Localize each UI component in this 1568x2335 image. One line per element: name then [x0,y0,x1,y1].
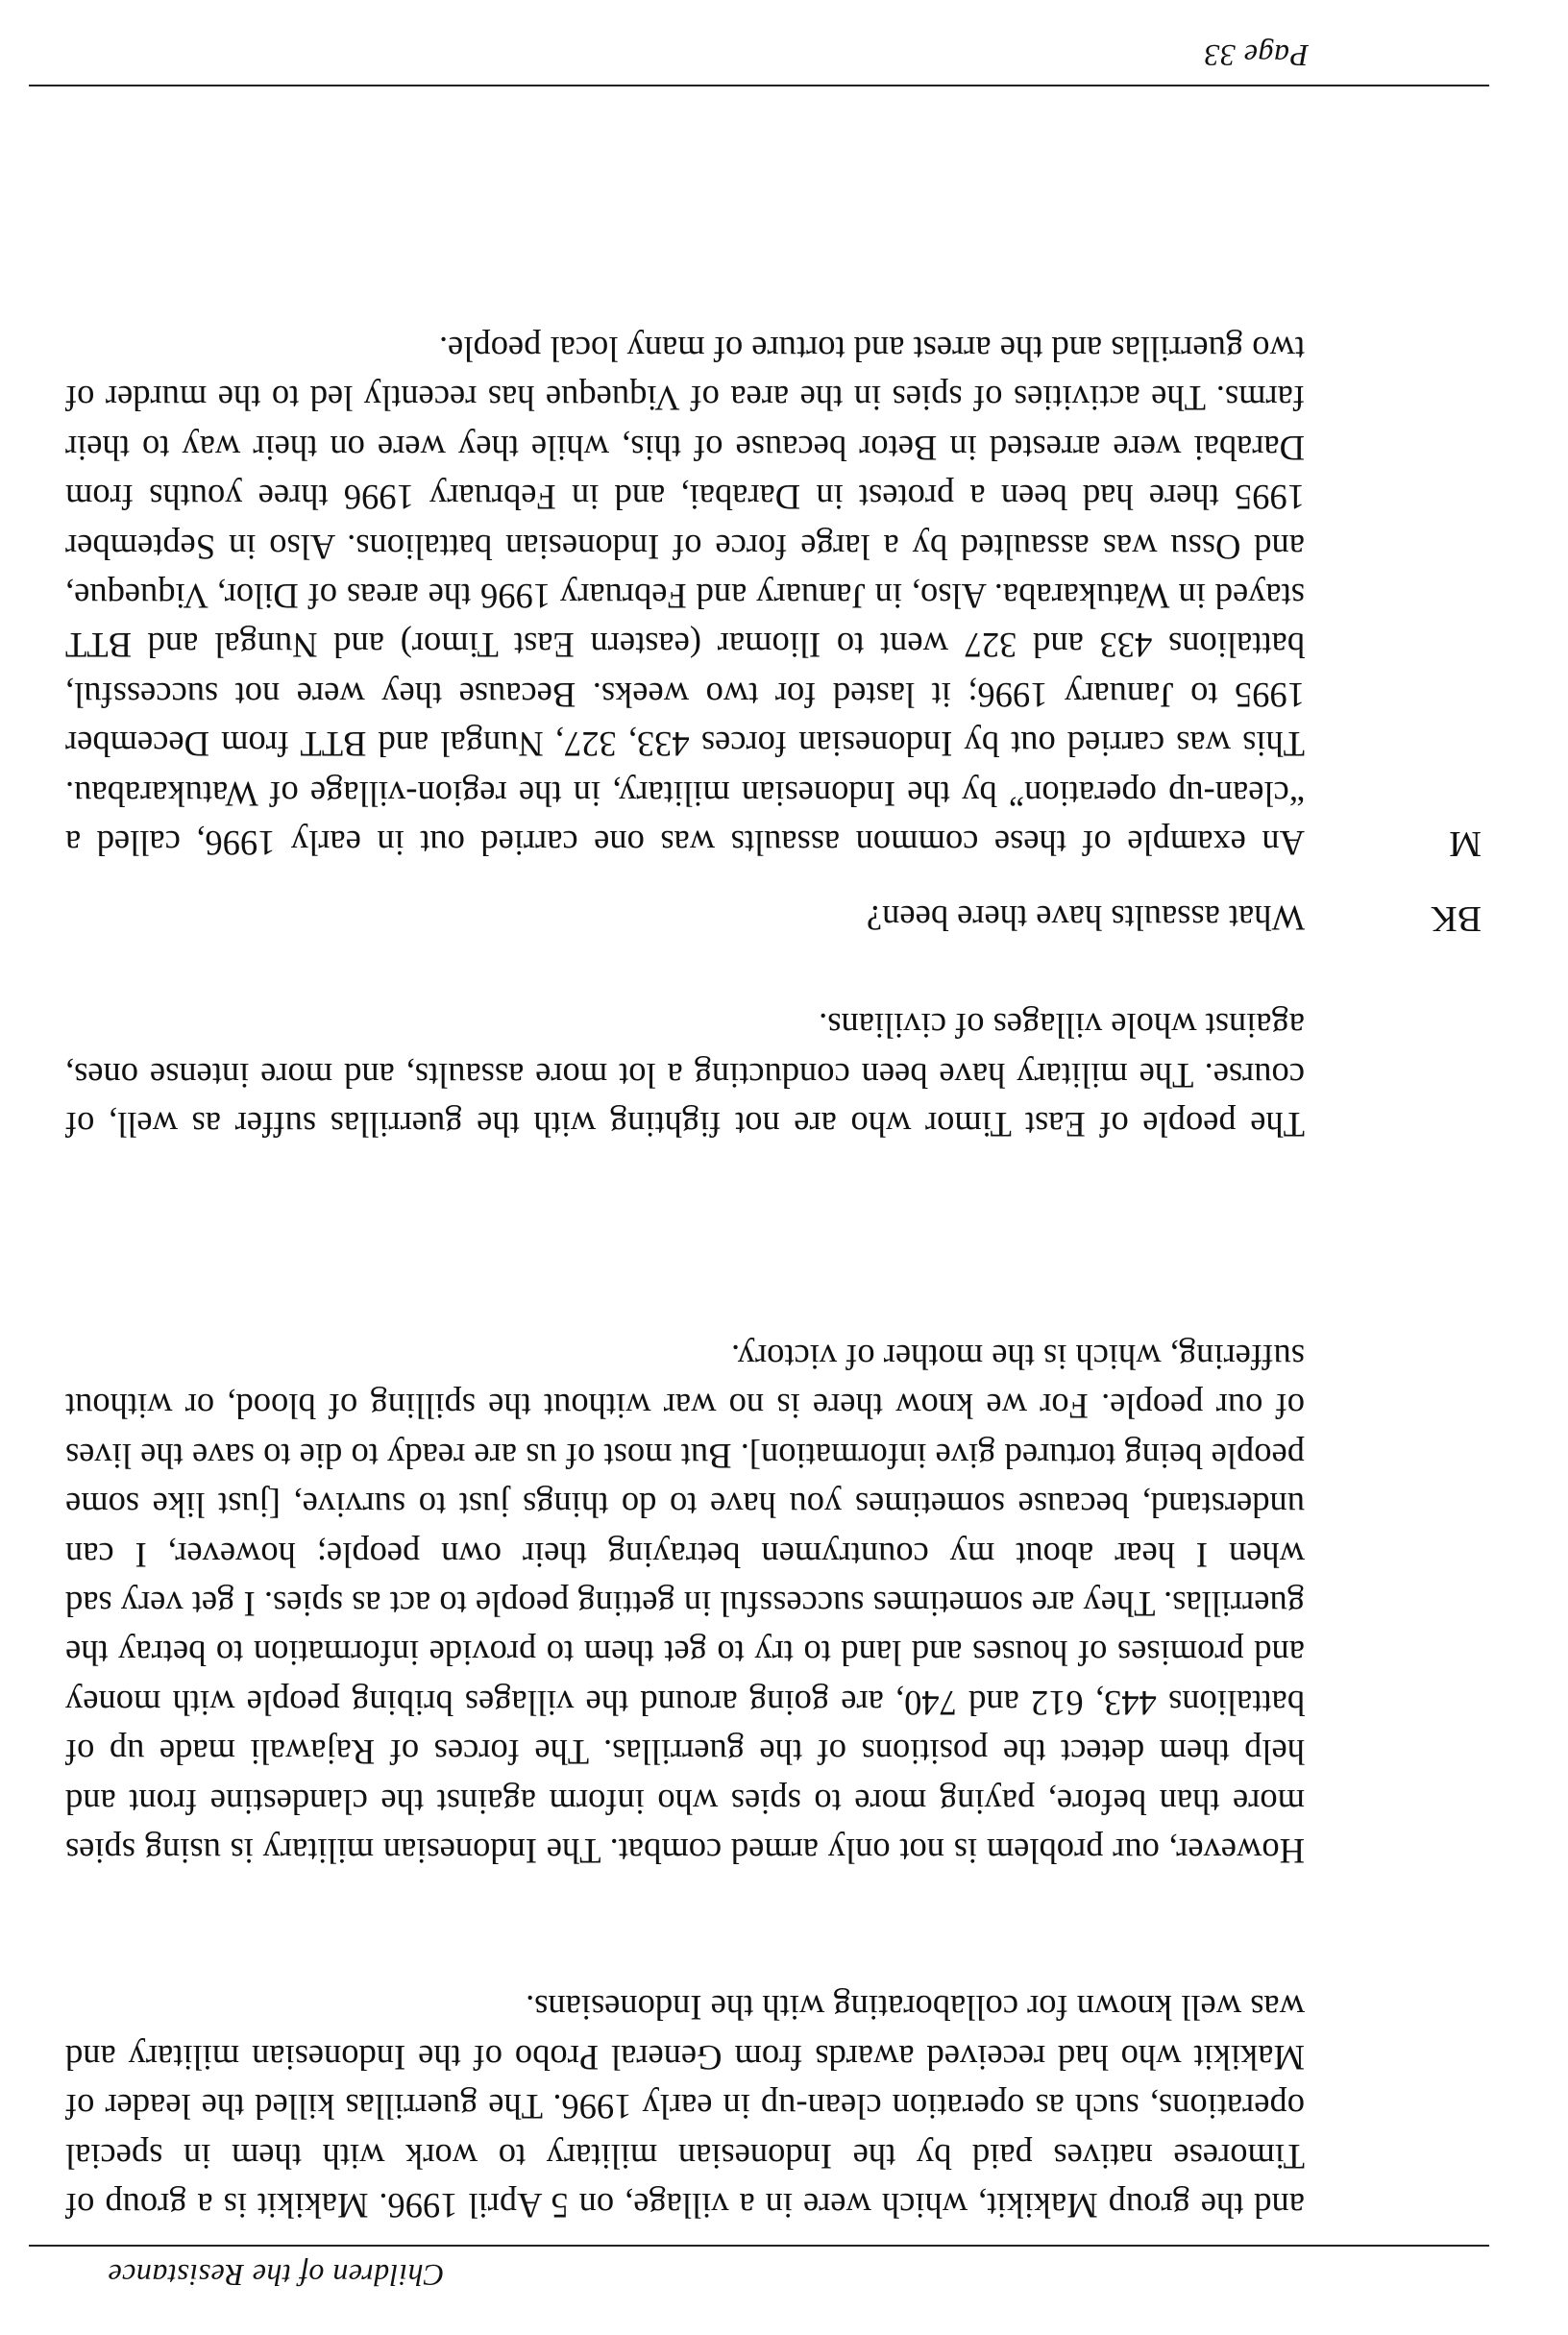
dialogue-question [65,894,1305,943]
paragraph [65,1983,1305,2230]
paragraph-text: However, our problem is not only armed combat. The Indonesian military is using spies more than before, paying more to spies who inform against the clandestine front and help them detect the positions of the guerrillas. The forces of Rajawali made up of battalions 443, 612 and 740, are going around the villages bribing people with money and promises of houses and land to try to get them to provide information to betray the guerrillas. They are sometimes successful in getting people to act as spies. I get very sad when I hear about my countrymen betraying their own people; however, I can understand, because sometimes you have to do things just to survive, [just like some people being tortured give information]. But most of us are ready to die to save the lives of our people. For we know there is no war without the spilling of blood, or without suffering, which is the mother of victory. [65,1337,1305,1871]
header-rule [29,2245,1489,2247]
page-number: Page 33 [1203,38,1309,73]
paragraph [65,1001,1305,1149]
running-head-title: Children of the Resistance [108,2258,445,2293]
dialogue-answer [65,325,1305,868]
paragraph [65,1333,1305,1876]
speaker-label-bk: BK [1431,898,1482,939]
dialogue-text: What assaults have there been? [866,898,1305,938]
footer-rule [29,85,1489,86]
paragraph-text: and the group Makikit, which were in a village, on 5 April 1996. Makikit is a group of Timorese natives paid by the Indonesian military to work with them in special operations, such as operation clean-up in early 1996. The guerrillas killed the leader of Makikit who had received awards from General Probo of the Indonesian military and was well known for collaborating with the Indonesians. [65,1988,1305,2225]
speaker-label-m: M [1449,823,1482,864]
paragraph-text: The people of East Timor who are not fighting with the guerrillas suffer as well, of course. The military have been conducting a lot more assaults, and more intense ones, against whole villages of civilians. [65,1006,1305,1144]
dialogue-text: An example of these common assaults was one carried out in early 1996, called a “clean-up operation” by the Indonesian military, in the region-village of Watukarabau. This was carried out by Indonesian forces 433, 327, Nungal and BTT from December 1995 to January 1996; it lasted for two weeks. Because they were not successful, battalions 433 and 327 went to Iliomar (eastern East Timor) and Nungal and BTT stayed in Watukaraba. Also, in January and February 1996 the areas of Dilor, Viqueque, and Ossu was assaulted by a large force of Indonesian battalions. Also in September 1995 there had been a protest in Darabai, and in February 1996 three youths from Darabai were arrested in Betor because of this, while they were on their way to their farms. The activities of spies in the area of Viqueque has recently led to the murder of two guerrillas and the arrest and torture of many local people. [65,329,1305,863]
